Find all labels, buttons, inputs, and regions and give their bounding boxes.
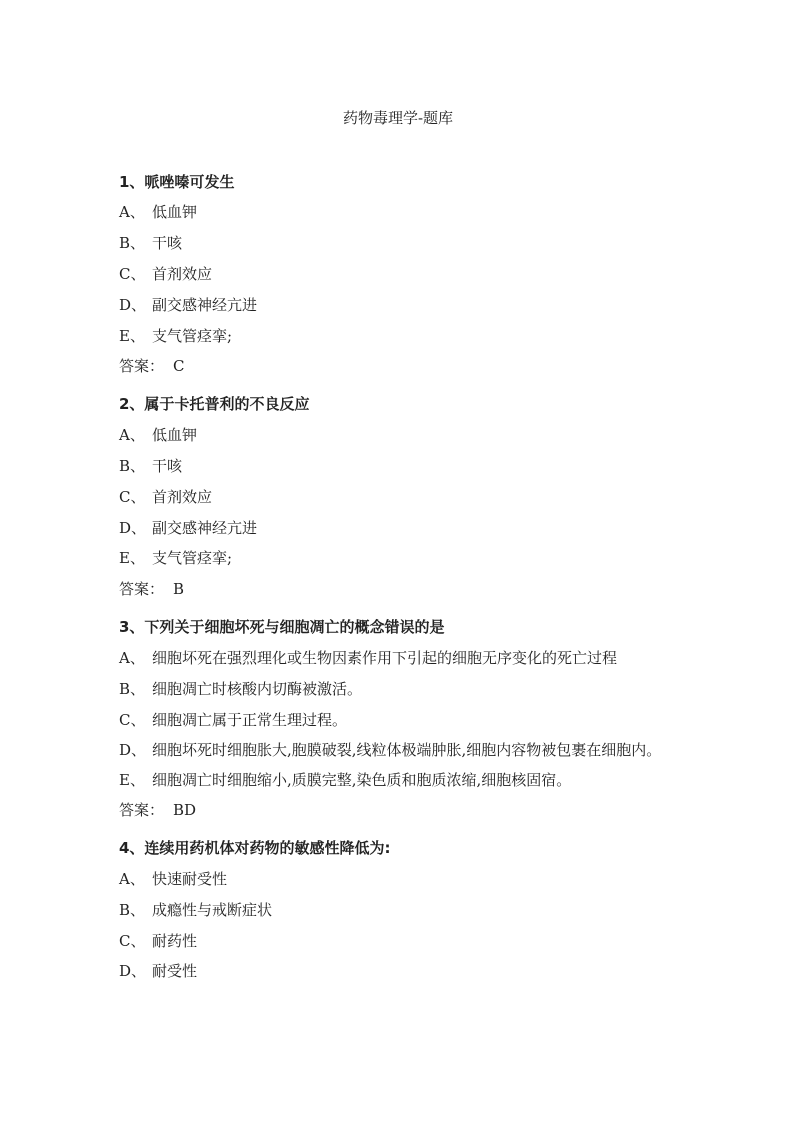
option-text: 低血钾 (152, 426, 198, 445)
option-letter: E、 (119, 549, 145, 568)
option-text: 支气管痉挛; (152, 549, 233, 568)
answer-option (119, 956, 679, 987)
question-stem: 2、属于卡托普利的不良反应 (119, 395, 310, 414)
answer-option (119, 643, 679, 674)
option-text: 副交感神经亢进 (152, 518, 258, 537)
option-text: 低血钾 (152, 203, 198, 222)
option-text: 干咳 (152, 456, 183, 475)
option-letter: B、 (119, 456, 146, 475)
option-letter: E、 (119, 326, 145, 345)
option-text: 细胞坏死时细胞胀大,胞膜破裂,线粒体极端肿胀,细胞内容物被包裹在细胞内。 (152, 740, 662, 759)
option-letter: A、 (119, 648, 145, 667)
answer-value: B (173, 580, 185, 599)
option-letter: D、 (119, 962, 147, 981)
option-letter: C、 (119, 931, 146, 950)
answer-option (119, 543, 679, 574)
answer-option (119, 765, 679, 796)
option-letter: A、 (119, 870, 145, 889)
option-letter: C、 (119, 710, 146, 729)
answer-option (119, 321, 679, 352)
answer-option (119, 926, 679, 957)
answer-option (119, 674, 679, 705)
answer-label: 答案： (119, 357, 165, 376)
option-text: 快速耐受性 (152, 870, 228, 889)
option-letter: A、 (119, 203, 145, 222)
option-letter: A、 (119, 426, 145, 445)
option-text: 耐受性 (152, 962, 198, 981)
option-letter: B、 (119, 234, 146, 253)
option-letter: D、 (119, 740, 147, 759)
option-text: 细胞凋亡时细胞缩小,质膜完整,染色质和胞质浓缩,细胞核固宿。 (152, 770, 572, 789)
answer-option (119, 197, 679, 228)
answer-label: 答案： (119, 580, 165, 599)
answer-value: C (173, 357, 185, 376)
option-text: 细胞凋亡属于正常生理过程。 (152, 710, 348, 729)
option-letter: D、 (119, 295, 147, 314)
option-text: 首剂效应 (152, 487, 213, 506)
answer-line (119, 574, 679, 605)
option-text: 首剂效应 (152, 264, 213, 283)
answer-value: BD (173, 801, 197, 820)
answer-option (119, 259, 679, 290)
option-text: 支气管痉挛; (152, 326, 233, 345)
option-text: 细胞凋亡时核酸内切酶被激活。 (152, 679, 363, 698)
answer-option (119, 451, 679, 482)
document-title: 药物毒理学-题库 (342, 109, 454, 127)
answer-option (119, 482, 679, 513)
answer-option (119, 290, 679, 321)
option-text: 干咳 (152, 234, 183, 253)
option-letter: E、 (119, 770, 145, 789)
answer-option (119, 420, 679, 451)
option-text: 副交感神经亢进 (152, 295, 258, 314)
option-letter: C、 (119, 264, 146, 283)
question-stem: 1、哌唑嗪可发生 (119, 172, 235, 191)
option-text: 细胞坏死在强烈理化或生物因素作用下引起的细胞无序变化的死亡过程 (152, 648, 618, 667)
option-letter: B、 (119, 900, 146, 919)
answer-label: 答案： (119, 801, 165, 820)
option-letter: C、 (119, 487, 146, 506)
answer-option (119, 735, 679, 764)
option-text: 成瘾性与戒断症状 (152, 900, 273, 919)
answer-option (119, 705, 679, 736)
option-letter: D、 (119, 518, 147, 537)
question-stem: 4、连续用药机体对药物的敏感性降低为: (119, 839, 391, 858)
option-text: 耐药性 (152, 931, 198, 950)
answer-line (119, 795, 679, 826)
answer-option (119, 864, 679, 895)
answer-option (119, 228, 679, 259)
document (119, 103, 679, 987)
option-letter: B、 (119, 679, 146, 698)
answer-option (119, 895, 679, 926)
question-stem: 3、下列关于细胞坏死与细胞凋亡的概念错误的是 (119, 618, 445, 637)
answer-option (119, 513, 679, 544)
answer-line (119, 351, 679, 382)
